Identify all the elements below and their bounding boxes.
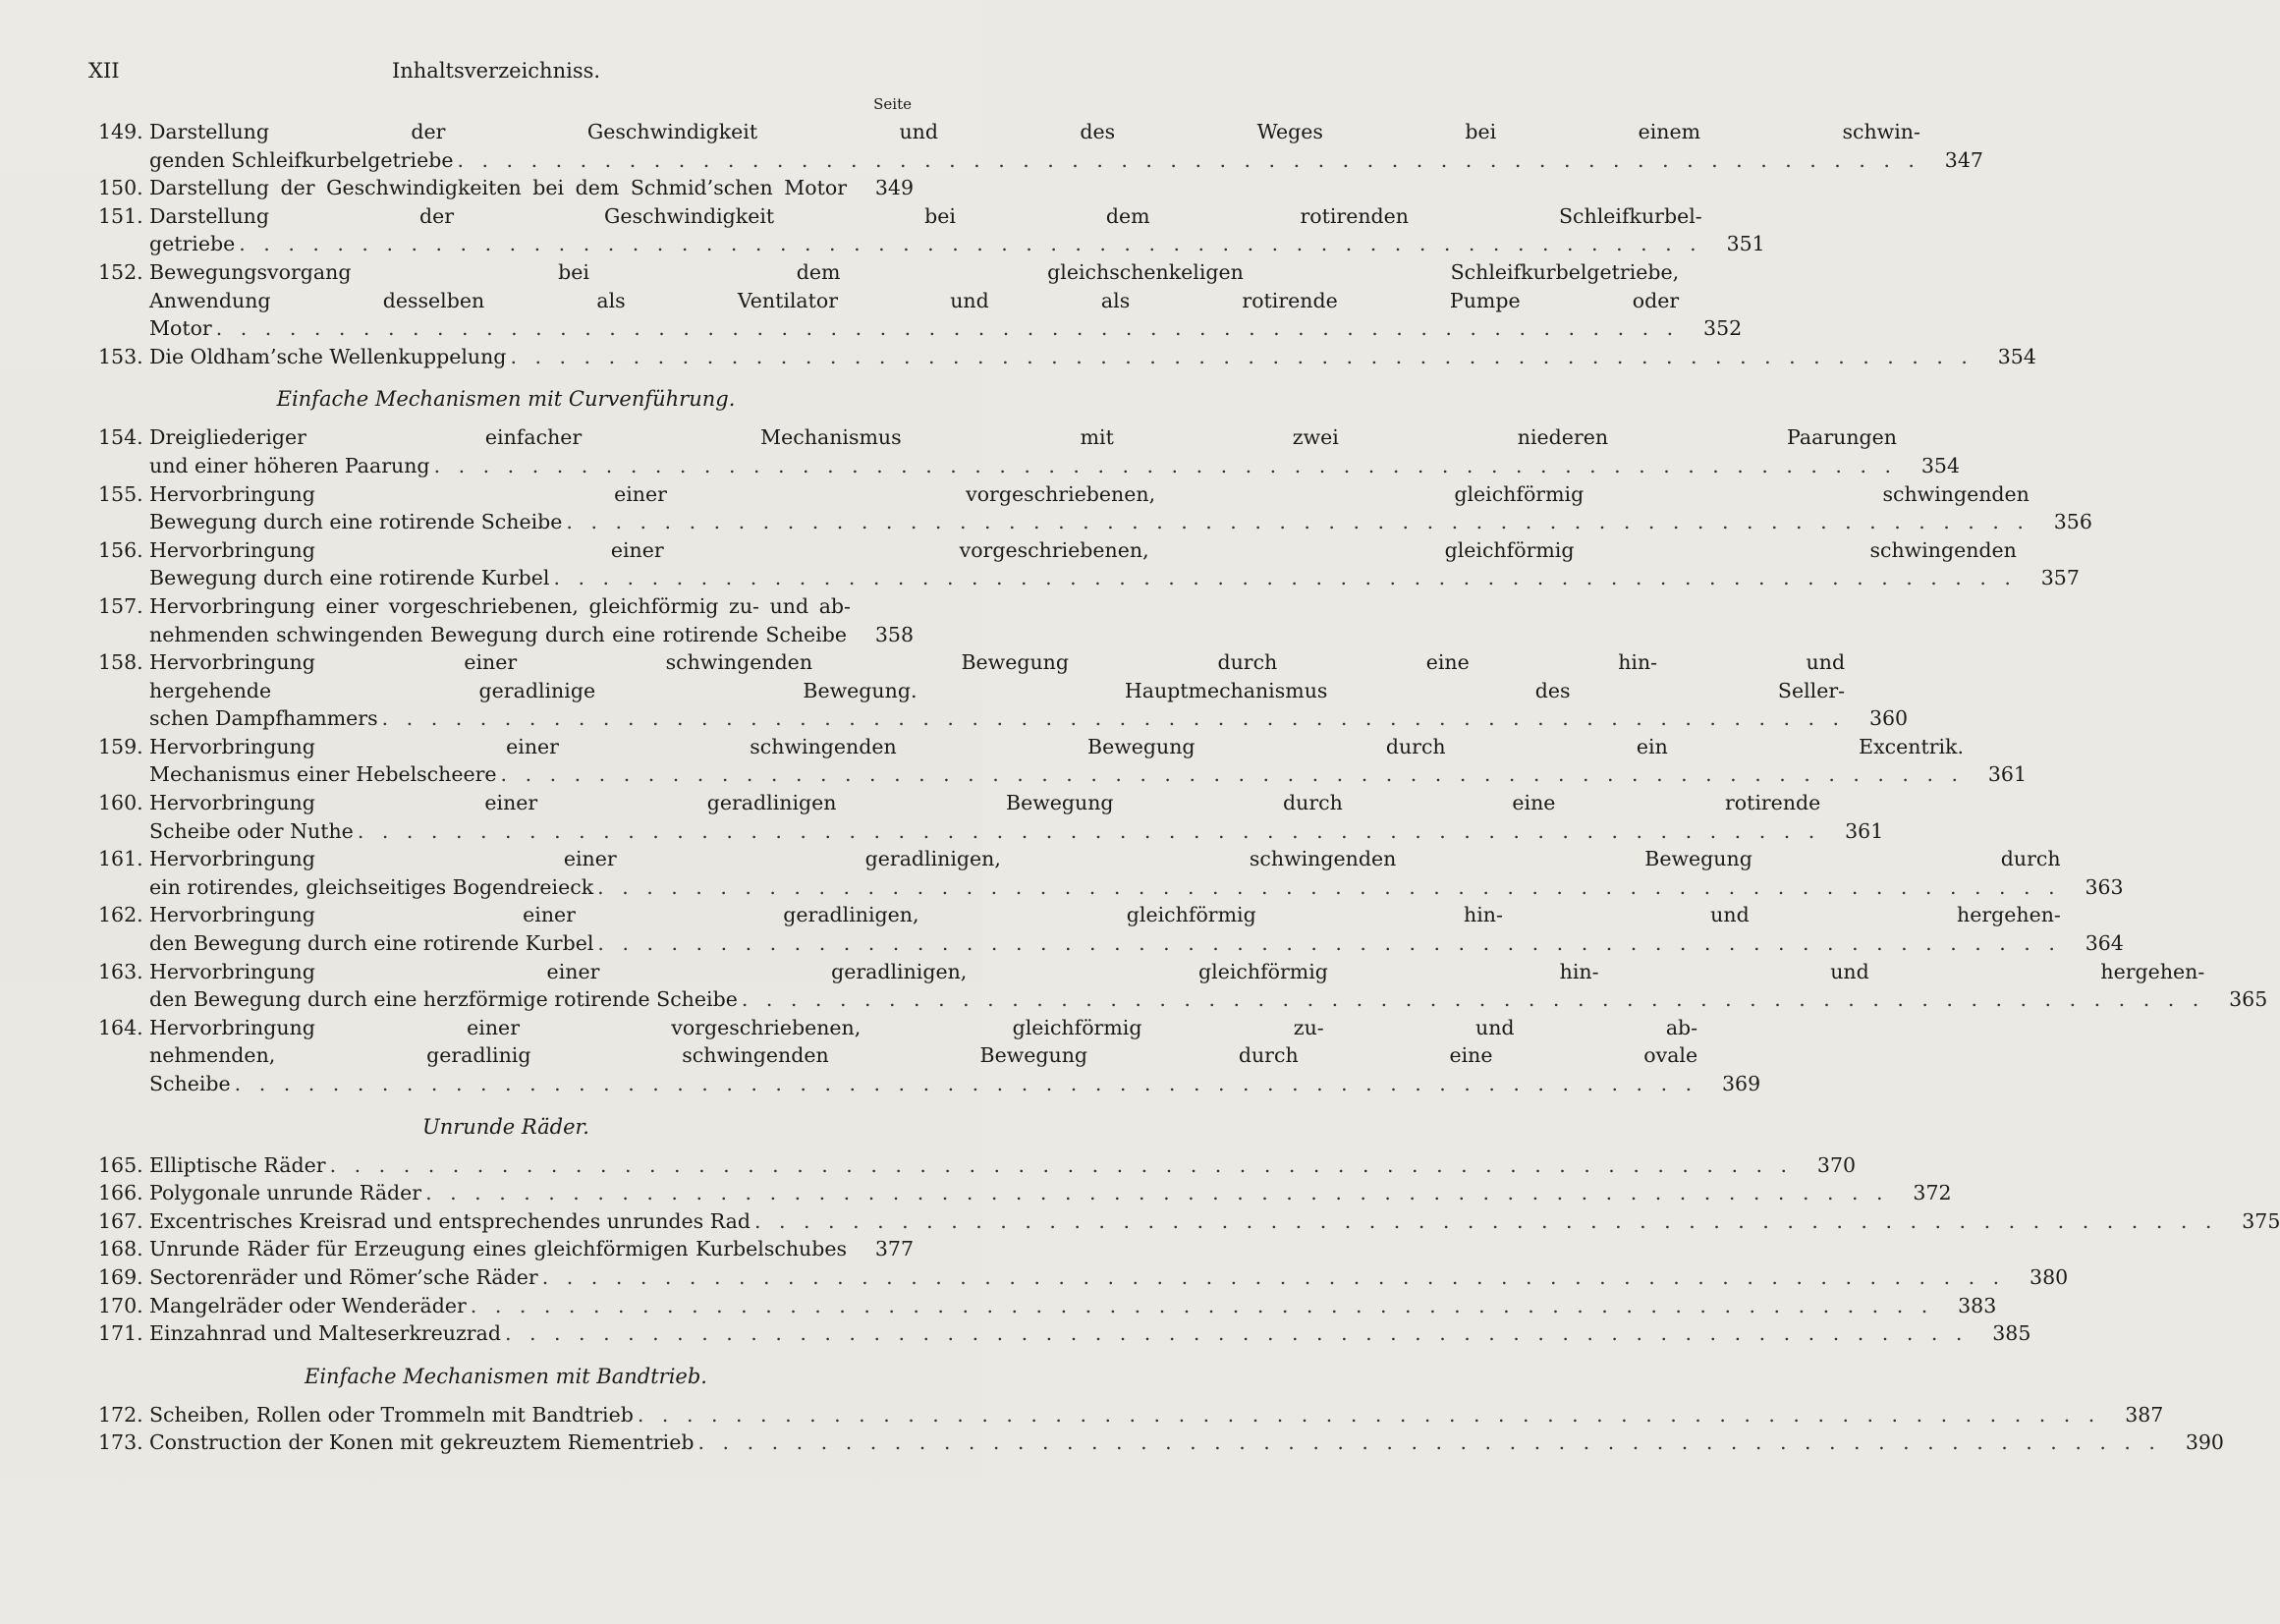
entry-title-line: Elliptische Räder xyxy=(149,1152,326,1177)
entry-number: 169. xyxy=(98,1264,143,1289)
leader-dots: . . . . . . . . . . . . . . . . . . . . . . . . . . . . . . . . . . . . . . . . . . . . . . . . . . . . . . . . . . . . xyxy=(504,1321,1969,1346)
page-reference: 361 xyxy=(1987,762,2027,787)
entry-title-line: Die Oldham’sche Wellenkuppelung xyxy=(149,344,507,368)
page-reference: 356 xyxy=(2053,510,2092,534)
entry-title-line: nehmenden schwingenden Bewegung durch eine rotirende Scheibe xyxy=(149,622,847,646)
entry-number: 149. xyxy=(98,120,143,143)
leader-dots: . . . . . . . . . . . . . . . . . . . . . . . . . . . . . . . . . . . . . . . . . . . . . . . . . . . . . . . . . . . . xyxy=(741,987,2205,1012)
entry-number: 172. xyxy=(98,1402,143,1427)
page-reference: 354 xyxy=(1997,344,2036,368)
section-heading: Einfache Mechanismen mit Curvenführung. xyxy=(276,387,736,412)
toc-entry xyxy=(98,1014,1761,1098)
entry-title-line: Hervorbringung einer vorgeschriebenen, gleichförmig zu- und ab- xyxy=(149,1015,1698,1039)
toc-entry xyxy=(98,1151,1857,1180)
entry-title-line: Hervorbringung einer geradlinigen, gleichförmig hin- und hergehen- xyxy=(149,903,2061,927)
page-reference: 372 xyxy=(1913,1181,1952,1205)
entry-title-line: Hervorbringung einer geradlinigen Bewegung durch eine rotirende xyxy=(149,791,1821,815)
toc-entry xyxy=(98,1235,914,1263)
page-reference: 370 xyxy=(1816,1152,1857,1177)
entry-title xyxy=(149,536,2017,592)
entry-number: 154. xyxy=(98,425,143,450)
toc-entry xyxy=(98,1292,1997,1320)
entry-title xyxy=(149,845,2061,901)
entry-number: 159. xyxy=(98,734,143,758)
entry-title-line: Hervorbringung einer vorgeschriebenen, gleichförmig schwingenden xyxy=(149,481,2030,506)
entry-title-line: und einer höheren Paarung xyxy=(149,453,430,477)
section-heading: Unrunde Räder. xyxy=(422,1114,589,1139)
entry-title xyxy=(149,1207,2217,1236)
leader-dots: . . . . . . . . . . . . . . . . . . . . . . . . . . . . . . . . . . . . . . . . . . . . . . . . . . . . . . . . . . . . xyxy=(500,762,1964,787)
entry-title-line: Scheiben, Rollen oder Trommeln mit Bandtrieb xyxy=(149,1402,634,1427)
entry-number: 167. xyxy=(98,1208,143,1233)
table-of-contents xyxy=(98,118,2280,1457)
leader-dots: . . . . . . . . . . . . . . . . . . . . . . . . . . . . . . . . . . . . . . . . . . . . . . . . . . . . . . . . . . . . xyxy=(425,1181,1889,1205)
entry-title xyxy=(149,1151,1793,1180)
entry-title xyxy=(149,1401,2100,1429)
page-reference: 360 xyxy=(1868,706,1909,731)
page-reference: 380 xyxy=(2030,1264,2069,1289)
leader-dots: . . . . . . . . . . . . . . . . . . . . . . . . . . . . . . . . . . . . . . . . . . . . . . . . . . . . . . . . . . . . xyxy=(637,1402,2101,1427)
page-reference: 375 xyxy=(2242,1208,2280,1233)
entry-title-line: Hervorbringung einer geradlinigen, schwingenden Bewegung durch xyxy=(149,847,2061,871)
leader-dots: . . . . . . . . . . . . . . . . . . . . . . . . . . . . . . . . . . . . . . . . . . . . . . . . . . . . . . . . . . . . xyxy=(329,1152,1794,1177)
entry-title xyxy=(149,480,2030,536)
entry-title xyxy=(149,258,1679,343)
entry-title-line: nehmenden, geradlinig schwingenden Bewegung durch eine ovale xyxy=(149,1043,1698,1068)
entry-title-line: Darstellung der Geschwindigkeiten bei dem Schmid’schen Motor xyxy=(149,176,847,200)
entry-title-line: ein rotirendes, gleichseitiges Bogendreieck xyxy=(149,874,594,899)
entry-title-line: Einzahnrad und Malteserkreuzrad xyxy=(149,1321,501,1346)
entry-title xyxy=(149,1428,2161,1457)
page-reference: 385 xyxy=(1992,1321,2031,1346)
leader-dots: . . . . . . . . . . . . . . . . . . . . . . . . . . . . . . . . . . . . . . . . . . . . . . . . . . . . . . . . . . . . xyxy=(697,1430,2161,1455)
entry-title xyxy=(149,789,1820,845)
toc-entry xyxy=(98,592,914,648)
toc-entry xyxy=(98,1263,2069,1292)
entry-title xyxy=(149,1319,1968,1348)
entry-title-line: Scheibe oder Nuthe xyxy=(149,818,354,843)
entry-number: 165. xyxy=(98,1152,143,1177)
entry-title-line: Hervorbringung einer schwingenden Bewegung durch eine hin- und xyxy=(149,650,1846,675)
toc-entry xyxy=(98,733,2027,789)
entry-title xyxy=(149,1014,1697,1098)
entry-title-line: Dreigliederiger einfacher Mechanismus mit zwei niederen Paarungen xyxy=(149,425,1898,450)
entry-title-line: Darstellung der Geschwindigkeit und des Weges bei einem schwin- xyxy=(149,120,1920,143)
page-reference: 377 xyxy=(874,1237,914,1261)
entry-title-line: den Bewegung durch eine rotirende Kurbel xyxy=(149,931,594,956)
entry-title xyxy=(149,423,1897,479)
entry-title-line: Hervorbringung einer vorgeschriebenen, gleichförmig zu- und ab- xyxy=(149,593,851,618)
entry-title xyxy=(149,118,1920,174)
leader-dots: . . . . . . . . . . . . . . . . . . . . . . . . . . . . . . . . . . . . . . . . . . . . . . . . . . . . . . . . . . . . xyxy=(457,147,1920,172)
page-reference: 361 xyxy=(1845,818,1884,843)
running-title: Inhaltsverzeichniss. xyxy=(391,59,601,83)
entry-title-line: Mechanismus einer Hebelscheere xyxy=(149,762,497,787)
toc-entry xyxy=(98,1319,2031,1348)
page-reference: 364 xyxy=(2085,931,2124,956)
page-reference: 352 xyxy=(1703,316,1743,341)
entry-title xyxy=(149,592,851,648)
entry-title-line: Excentrisches Kreisrad und entsprechendes unrundes Rad xyxy=(149,1208,751,1233)
entry-number: 168. xyxy=(98,1237,143,1261)
entry-title-line: Hervorbringung einer vorgeschriebenen, gleichförmig schwingenden xyxy=(149,537,2017,562)
entry-title-line: Unrunde Räder für Erzeugung eines gleichförmigen Kurbelschubes xyxy=(149,1237,847,1261)
leader-dots: . . . . . . . . . . . . . . . . . . . . . . . . . . . . . . . . . . . . . . . . . . . . . . . . . . . . . . . . . . . . xyxy=(510,344,1974,368)
entry-title-line: hergehende geradlinige Bewegung. Hauptmechanismus des Seller- xyxy=(149,678,1846,702)
entry-number: 164. xyxy=(98,1015,143,1039)
entry-number: 173. xyxy=(98,1430,143,1455)
entry-title-line: Motor xyxy=(149,316,212,341)
entry-number: 158. xyxy=(98,650,143,675)
toc-entry xyxy=(98,1207,2280,1236)
toc-entry xyxy=(98,343,2036,371)
entry-title-line: Mangelräder oder Wenderäder xyxy=(149,1293,467,1317)
leader-dots: . . . . . . . . . . . . . . . . . . . . . . . . . . . . . . . . . . . . . . . . . . . . . . . . . . . . . . . . . . . . xyxy=(597,931,2061,956)
entry-title-line: Hervorbringung einer schwingenden Bewegung durch ein Excentrik. xyxy=(149,734,1964,758)
toc-entry xyxy=(98,423,1961,479)
page-reference: 387 xyxy=(2125,1402,2164,1427)
toc-entry xyxy=(98,1179,1952,1207)
toc-entry xyxy=(98,845,2124,901)
entry-number: 166. xyxy=(98,1181,143,1205)
entry-number: 156. xyxy=(98,537,143,562)
entry-number: 157. xyxy=(98,593,143,618)
toc-entry xyxy=(98,174,914,202)
toc-entry xyxy=(98,1428,2224,1457)
leader-dots: . . . . . . . . . . . . . . . . . . . . . . . . . . . . . . . . . . . . . . . . . . . . . . . . . . . . . . . . . . . . xyxy=(753,1208,2218,1233)
seite-label: Seite xyxy=(873,95,912,113)
entry-title xyxy=(149,174,851,202)
page-reference: 347 xyxy=(1944,147,1983,172)
toc-entry xyxy=(98,901,2124,957)
page-header xyxy=(88,59,904,90)
entry-title-line: Polygonale unrunde Räder xyxy=(149,1181,422,1205)
page-reference: 365 xyxy=(2229,987,2268,1012)
entry-number: 163. xyxy=(98,959,143,983)
page-number-roman: XII xyxy=(88,59,120,83)
toc-entry xyxy=(98,789,1884,845)
toc-entry xyxy=(98,258,1743,343)
entry-title xyxy=(149,1179,1889,1207)
section-heading: Einfache Mechanismen mit Bandtrieb. xyxy=(305,1364,707,1388)
entry-title xyxy=(149,202,1702,258)
entry-number: 160. xyxy=(98,791,143,815)
entry-title xyxy=(149,733,1964,789)
entry-title-line: Anwendung desselben als Ventilator und als rotirende Pumpe oder xyxy=(149,288,1680,312)
page-reference: 363 xyxy=(2085,874,2124,899)
entry-title xyxy=(149,1263,2005,1292)
entry-number: 151. xyxy=(98,203,143,228)
entry-title xyxy=(149,901,2061,957)
entry-title-line: Darstellung der Geschwindigkeit bei dem rotirenden Schleifkurbel- xyxy=(149,203,1702,228)
entry-title-line: genden Schleifkurbelgetriebe xyxy=(149,147,454,172)
page-reference: 357 xyxy=(2040,566,2080,590)
toc-entry xyxy=(98,958,2268,1014)
page-reference: 351 xyxy=(1726,232,1765,256)
page-reference: 383 xyxy=(1958,1293,1997,1317)
leader-dots: . . . . . . . . . . . . . . . . . . . . . . . . . . . . . . . . . . . . . . . . . . . . . . . . . . . . . . . . . . . . xyxy=(381,706,1846,731)
leader-dots: . . . . . . . . . . . . . . . . . . . . . . . . . . . . . . . . . . . . . . . . . . . . . . . . . . . . . . . . . . . . xyxy=(470,1293,1934,1317)
page-reference: 369 xyxy=(1721,1072,1761,1095)
entry-title-line: den Bewegung durch eine herzförmige rotirende Scheibe xyxy=(149,987,738,1012)
entry-title xyxy=(149,648,1845,733)
leader-dots: . . . . . . . . . . . . . . . . . . . . . . . . . . . . . . . . . . . . . . . . . . . . . . . . . . . . . . . . . . . . xyxy=(541,1264,2006,1289)
entry-title-line: Bewegungsvorgang bei dem gleichschenkeligen Schleifkurbelgetriebe, xyxy=(149,259,1680,284)
toc-entry xyxy=(98,536,2080,592)
entry-title xyxy=(149,343,1974,371)
entry-title-line: Construction der Konen mit gekreuztem Riementrieb xyxy=(149,1430,695,1455)
entry-title-line: schen Dampfhammers xyxy=(149,706,378,731)
leader-dots: . . . . . . . . . . . . . . . . . . . . . . . . . . . . . . . . . . . . . . . . . . . . . . . . . . . . . . . . . . . . xyxy=(597,874,2061,899)
entry-title-line: Hervorbringung einer geradlinigen, gleichförmig hin- und hergehen- xyxy=(149,959,2205,983)
leader-dots: . . . . . . . . . . . . . . . . . . . . . . . . . . . . . . . . . . . . . . . . . . . . . . . . . . . . . . . . . . . . xyxy=(215,316,1680,341)
entry-title-line: Bewegung durch eine rotirende Scheibe xyxy=(149,510,563,534)
toc-entry xyxy=(98,648,1909,733)
entry-number: 153. xyxy=(98,344,143,368)
page-reference: 358 xyxy=(874,622,914,646)
entry-number: 161. xyxy=(98,847,143,871)
toc-entry xyxy=(98,118,1983,174)
toc-entry xyxy=(98,1401,2164,1429)
entry-number: 155. xyxy=(98,481,143,506)
entry-title xyxy=(149,958,2204,1014)
leader-dots: . . . . . . . . . . . . . . . . . . . . . . . . . . . . . . . . . . . . . . . . . . . . . . . . . . . . . . . . . . . . xyxy=(433,453,1898,477)
entry-number: 162. xyxy=(98,903,143,927)
entry-number: 171. xyxy=(98,1321,143,1346)
entry-title xyxy=(149,1292,1933,1320)
leader-dots: . . . . . . . . . . . . . . . . . . . . . . . . . . . . . . . . . . . . . . . . . . . . . . . . . . . . . . . . . . . . xyxy=(234,1072,1698,1095)
entry-number: 170. xyxy=(98,1293,143,1317)
page-reference: 390 xyxy=(2185,1430,2224,1455)
toc-entry xyxy=(98,202,1765,258)
entry-number: 150. xyxy=(98,176,143,200)
leader-dots: . . . . . . . . . . . . . . . . . . . . . . . . . . . . . . . . . . . . . . . . . . . . . . . . . . . . . . . . . . . . xyxy=(566,510,2030,534)
entry-title-line: Bewegung durch eine rotirende Kurbel xyxy=(149,566,550,590)
leader-dots: . . . . . . . . . . . . . . . . . . . . . . . . . . . . . . . . . . . . . . . . . . . . . . . . . . . . . . . . . . . . xyxy=(239,232,1702,256)
page-reference: 349 xyxy=(874,176,914,200)
leader-dots: . . . . . . . . . . . . . . . . . . . . . . . . . . . . . . . . . . . . . . . . . . . . . . . . . . . . . . . . . . . . xyxy=(357,818,1821,843)
entry-title-line: Scheibe xyxy=(149,1072,231,1095)
entry-number: 152. xyxy=(98,259,143,284)
page-reference: 354 xyxy=(1920,453,1961,477)
entry-title-line: Sectorenräder und Römer’sche Räder xyxy=(149,1264,538,1289)
entry-title xyxy=(149,1235,851,1263)
toc-entry xyxy=(98,480,2092,536)
leader-dots: . . . . . . . . . . . . . . . . . . . . . . . . . . . . . . . . . . . . . . . . . . . . . . . . . . . . . . . . . . . . xyxy=(553,566,2017,590)
entry-title-line: getriebe xyxy=(149,232,236,256)
